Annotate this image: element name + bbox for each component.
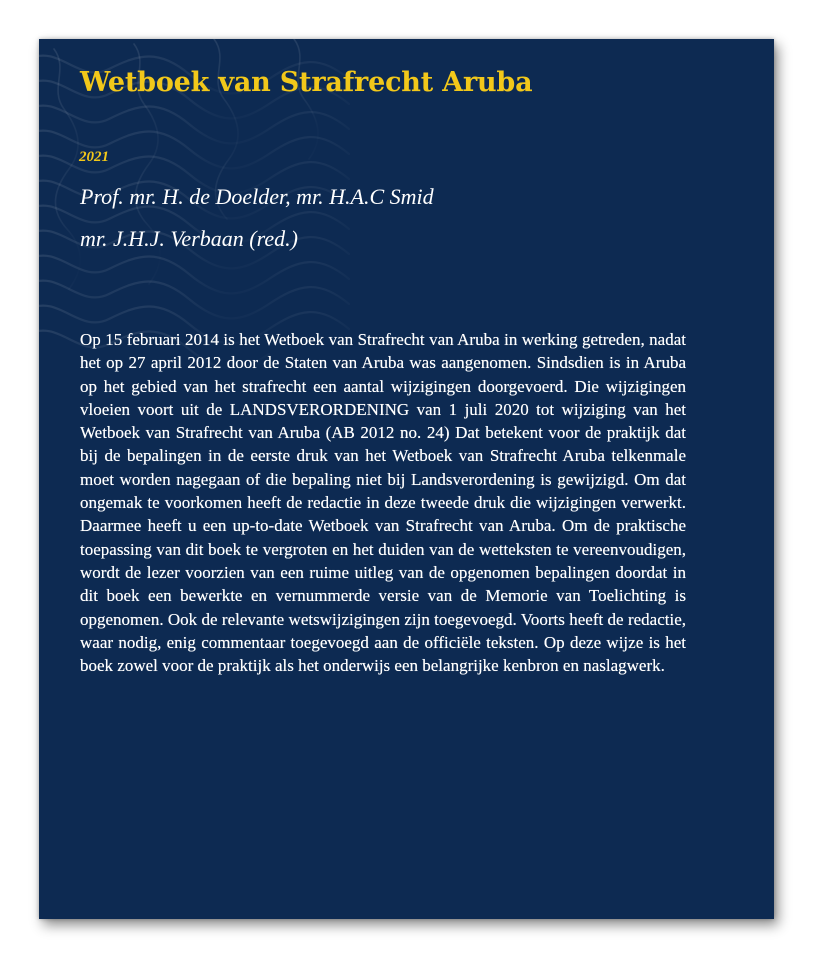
authors-line-1: Prof. mr. H. de Doelder, mr. H.A.C Smid (80, 184, 434, 209)
publication-year: 2021 (79, 149, 109, 165)
book-cover-panel (39, 39, 774, 919)
book-title: Wetboek van Strafrecht Aruba (80, 67, 533, 98)
book-description: Op 15 februari 2014 is het Wetboek van Strafrecht van Aruba in werking getreden, nadat het op 27 april 2012 door de Staten van Aruba was aangenomen. Sindsdien is in Aruba op het gebied van het strafrecht een aantal wijzigingen doorgevoerd. Die wijzigingen vloeien voort uit de LANDSVERORDENING van 1 juli 2020 tot wijziging van het Wetboek van Strafrecht van Aruba (AB 2012 no. 24) Dat betekent voor de praktijk dat bij de bepalingen in de eerste druk van het Wetboek van Strafrecht Aruba telkenmale moet worden nagegaan of die bepaling niet bij Landsverordening is gewijzigd. Om dat ongemak te voorkomen heeft de redactie in deze tweede druk die wijzigingen verwerkt. Daarmee heeft u een up-to-date Wetboek van Strafrecht van Aruba. Om de praktische toepassing van dit boek te vergroten en het duiden van de wetteksten te vereenvoudigen, wordt de lezer voorzien van een ruime uitleg van de opgenomen bepalingen doordat in dit boek een bewerkte en vernummerde versie van de Memorie van Toelichting is opgenomen. Ook de relevante wetswijzigingen zijn toegevoegd. Voorts heeft de redactie, waar nodig, enig commentaar toegevoegd aan de officiële teksten. Op deze wijze is het boek zowel voor de praktijk als het onderwijs een belangrijke kenbron en naslagwerk. (80, 330, 686, 676)
authors-line-2: mr. J.H.J. Verbaan (red.) (80, 226, 298, 251)
